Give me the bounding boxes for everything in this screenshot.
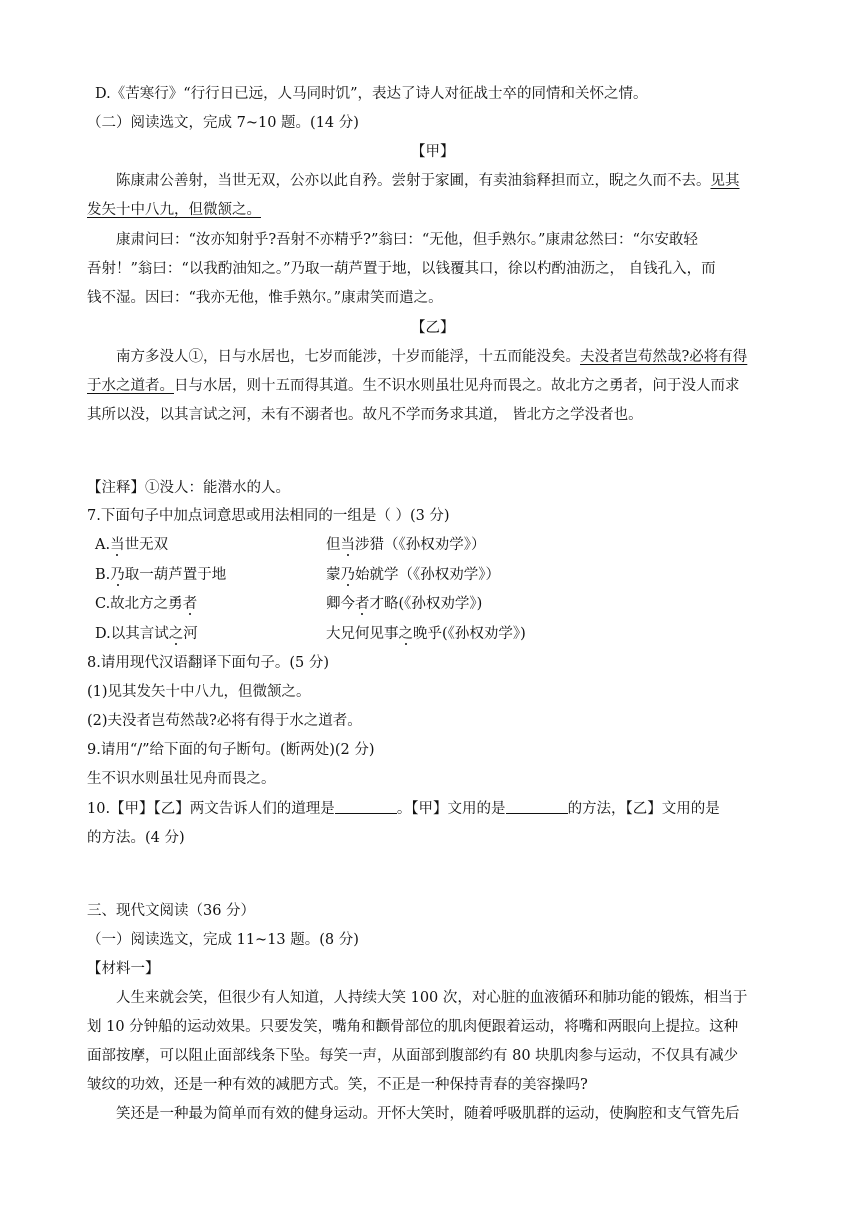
material-paragraph1-line2: 划 10 分钟船的运动效果。只要发笑，嘴角和颧骨部位的肌肉便跟着运动，将嘴和两眼向上提拉。这种: [87, 1019, 739, 1035]
q9-sentence: 生不识水则虽壮见舟而畏之。: [87, 771, 276, 787]
q7-option-d-right: 大兄何见事之晚乎(《孙权劝学》): [326, 626, 526, 642]
q8-item2: (2)夫没者岂苟然哉?必将有得于水之道者。: [87, 713, 362, 729]
jia-paragraph2-line1: 康肃问曰：“汝亦知射乎?吾射不亦精乎?”翁曰：“无他，但手熟尔。”康肃忿然曰：“尔安敢轻: [116, 232, 698, 248]
dotted-word: 者: [182, 596, 198, 612]
q10-line1: 10.【甲】【乙】两文告诉人们的道理是 。【甲】文用的是 的方法，【乙】文用的是: [87, 801, 720, 817]
jia-underlined-sentence: 见其: [710, 173, 740, 189]
yi-underlined-sentence: 夫没者岂苟然哉?必将有得: [580, 349, 748, 365]
answer-blank[interactable]: [506, 799, 568, 814]
jia-paragraph1-line1: [116, 171, 740, 191]
dotted-word: 当: [110, 537, 125, 553]
dotted-word: 乃: [110, 567, 125, 583]
yi-text: 日与水居，则十五而得其道。生不识水则虽壮见舟而畏之。故北方之勇者，问于没人而求: [174, 378, 740, 394]
material-one-title: 【材料一】: [87, 961, 160, 977]
q7-stem: 7.下面句子中加点词意思或用法相同的一组是（ ）(3 分): [87, 508, 450, 524]
q8-stem: 8.请用现代汉语翻译下面句子。(5 分): [87, 655, 329, 671]
q7-option-c-right: 卿今者才略(《孙权劝学》): [326, 596, 483, 612]
yi-text: 南方多没人①，日与水居也，七岁而能涉，十岁而能浮，十五而能没矣。: [116, 349, 580, 365]
material-paragraph1-line1: 人生来就会笑，但很少有人知道，人持续大笑 100 次，对心脏的血液循环和肺功能的锻炼，相当于: [116, 990, 748, 1006]
yi-line2: [87, 376, 740, 396]
jia-paragraph1-line2: 发矢十中八九，但微颔之。: [87, 202, 261, 218]
material-paragraph1-line3: 面部按摩，可以阻止面部线条下坠。每笑一声，从面部到腹部约有 80 块肌肉参与运动，不仅具有减少: [87, 1048, 739, 1064]
yi-underlined-sentence-end: 于水之道者。: [87, 378, 174, 394]
q8-item1: (1)见其发矢十中八九，但微颔之。: [87, 684, 311, 700]
dotted-word: 乃: [340, 567, 355, 583]
material-paragraph2-line1: 笑还是一种最为简单而有效的健身运动。开怀大笑时，随着呼吸肌群的运动，使胸腔和支气管先后: [116, 1106, 740, 1122]
dotted-word: 之: [168, 626, 184, 642]
material-paragraph1-line4: 皱纹的功效，还是一种有效的减肥方式。笑，不正是一种保持青春的美容操吗?: [87, 1077, 588, 1093]
yi-line1: [116, 347, 747, 367]
yi-line3: 其所以没，以其言试之河，未有不溺者也。故凡不学而务求其道， 皆北方之学没者也。: [87, 407, 643, 423]
q7-option-c-left: C.故北方之勇者: [95, 596, 198, 612]
q7-option-a-right: 但当涉猎（《孙权劝学》）: [326, 537, 486, 553]
q6-option-d: D.《苦寒行》“行行日已远，人马同时饥”，表达了诗人对征战士卒的同情和关怀之情。: [95, 86, 648, 102]
jia-paragraph2-line3: 钱不湿。因曰：“我亦无他，惟手熟尔。”康肃笑而遣之。: [87, 290, 443, 306]
dotted-word: 当: [340, 537, 355, 553]
q10-line2: 的方法。(4 分): [87, 830, 185, 846]
answer-blank[interactable]: [335, 799, 397, 814]
section3-header: 三、现代文阅读（36 分）: [87, 903, 256, 919]
jia-title: 【甲】: [411, 144, 455, 160]
q7-option-b-left: B.乃取一葫芦置于地: [95, 567, 227, 583]
q7-option-a-left: A.当世无双: [95, 537, 169, 553]
q9-stem: 9.请用“/”给下面的句子断句。(断两处)(2 分): [87, 742, 375, 758]
q7-option-d-left: D.以其言试之河: [95, 626, 198, 642]
q7-option-b-right: 蒙乃始就学（《孙权劝学》）: [326, 567, 500, 583]
yi-title: 【乙】: [411, 320, 455, 336]
jia-paragraph2-line2: 吾射！”翁曰：“以我酌油知之。”乃取一葫芦置于地，以钱覆其口，徐以杓酌油沥之， 自钱孔入，而: [87, 261, 716, 277]
dotted-word: 者: [355, 596, 370, 612]
dotted-word: 之: [398, 626, 413, 642]
annotation-note: 【注释】①没人：能潜水的人。: [87, 480, 290, 496]
jia-text: 陈康肃公善射，当世无双，公亦以此自矜。尝射于家圃，有卖油翁释担而立，睨之久而不去。: [116, 173, 711, 189]
section2-header: （二）阅读选文，完成 7~10 题。(14 分): [87, 115, 359, 131]
section3-subheader: （一）阅读选文，完成 11~13 题。(8 分): [87, 932, 359, 948]
